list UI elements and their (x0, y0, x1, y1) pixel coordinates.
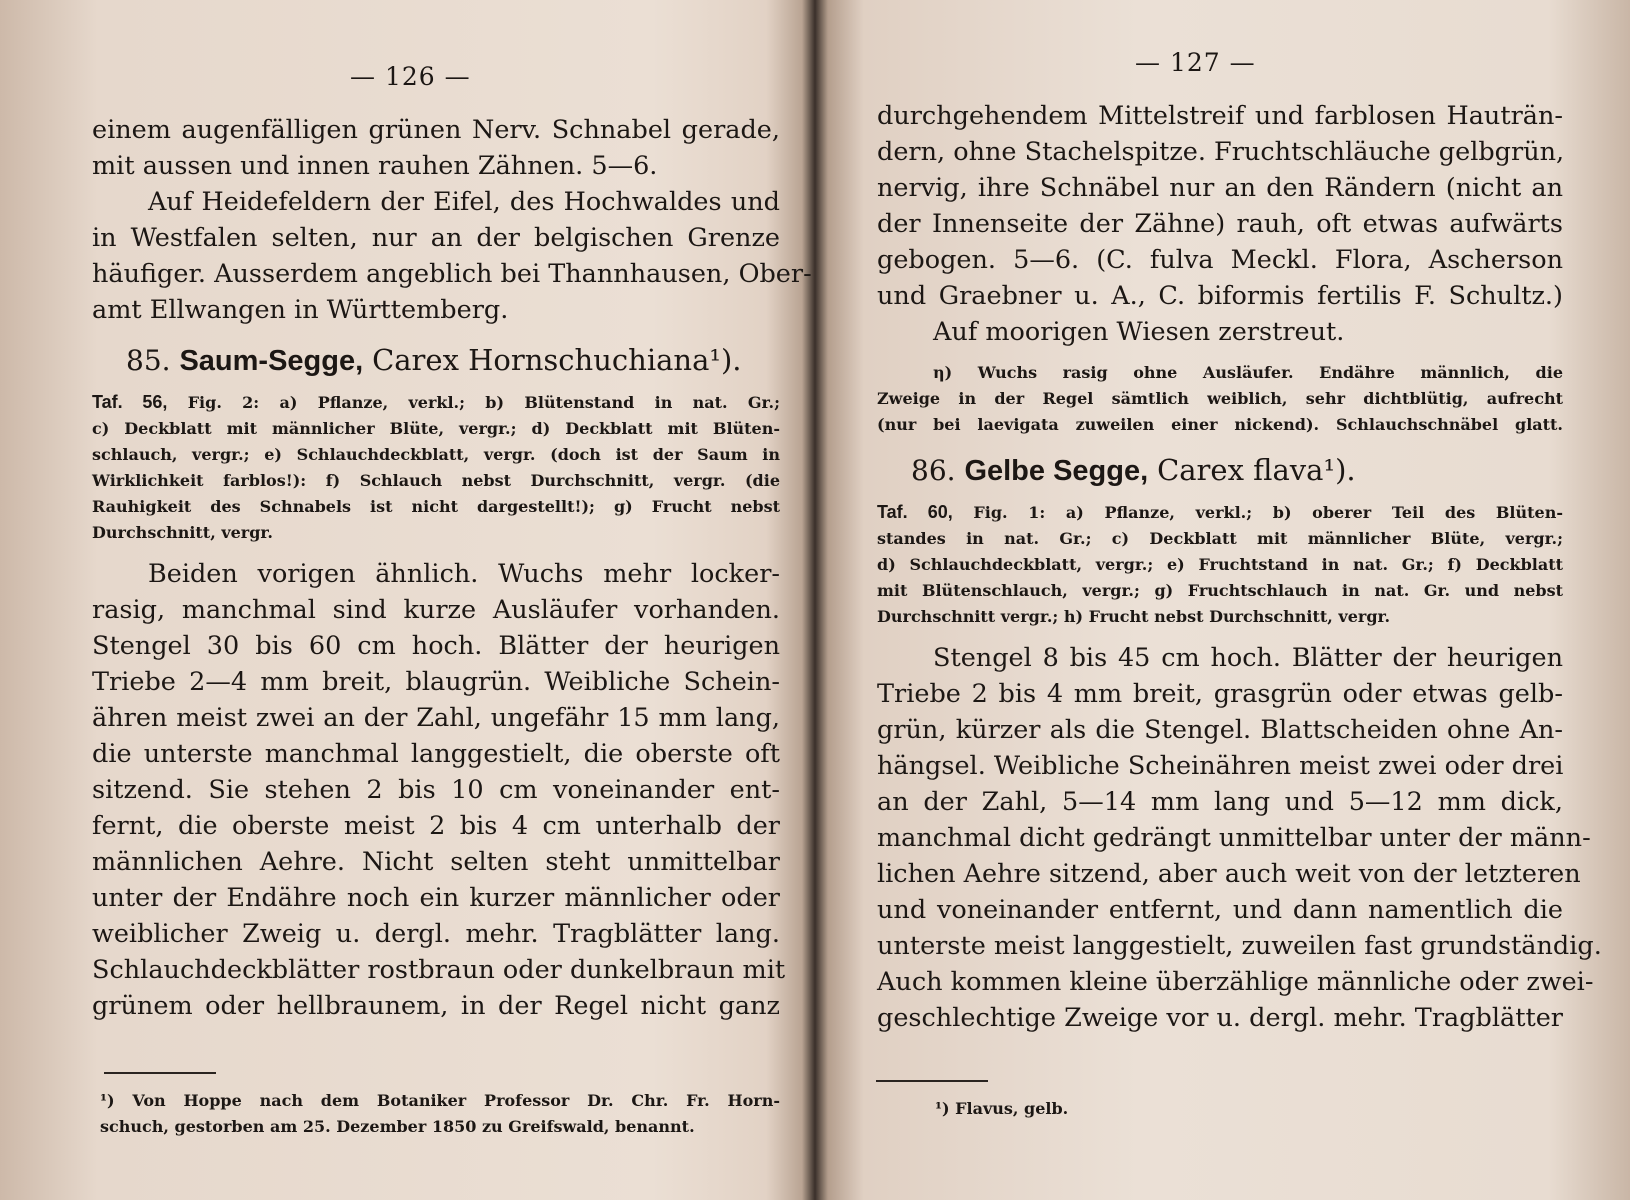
footnote-line: ¹) Von Hoppe nach dem Botaniker Professor Dr. Chr. Fr. Horn- (100, 1091, 780, 1110)
caption-line: c) Deckblatt mit männlicher Blüte, vergr.; d) Deckblatt mit Blüten- (92, 419, 780, 438)
text-line: häufiger. Ausserdem angeblich bei Thannhausen, Ober- (92, 259, 812, 289)
text-line: ähren meist zwei an der Zahl, ungefähr 15 mm lang, (92, 703, 780, 733)
variety-line: (nur bei laevigata zuweilen einer nickend). Schlauchschnäbel glatt. (877, 415, 1563, 434)
variety-note (877, 360, 1563, 438)
text-line: die unterste manchmal langgestielt, die oberste oft (92, 739, 780, 769)
caption-line: Durchschnitt vergr.; h) Frucht nebst Durchschnitt, vergr. (877, 607, 1391, 626)
text-line: männlichen Aehre. Nicht selten steht unmittelbar (92, 847, 780, 877)
text-line: unterste meist langgestielt, zuweilen fast grundständig. (877, 931, 1602, 961)
species-number: 86. (911, 454, 956, 487)
text-line: grün, kürzer als die Stengel. Blattscheiden ohne An- (877, 715, 1563, 745)
text-line: Auch kommen kleine überzählige männliche oder zwei- (877, 967, 1594, 997)
text-line: und Graebner u. A., C. biformis fertilis F. Schultz.) (877, 281, 1563, 311)
caption-line: schlauch, vergr.; e) Schlauchdeckblatt, vergr. (doch ist der Saum in (92, 445, 780, 464)
text-line: an der Zahl, 5—14 mm lang und 5—12 mm dick, (877, 787, 1563, 817)
footnote (100, 1088, 780, 1140)
footnote-rule (876, 1080, 988, 1082)
text-line: gebogen. 5—6. (C. fulva Meckl. Flora, Ascherson (877, 245, 1563, 275)
text-line: in Westfalen selten, nur an der belgischen Grenze (92, 223, 780, 253)
text-line: Triebe 2—4 mm breit, blaugrün. Weibliche Schein- (92, 667, 780, 697)
text-line: und voneinander entfernt, und dann namentlich die (877, 895, 1563, 925)
text-line: Stengel 30 bis 60 cm hoch. Blätter der heurigen (92, 631, 780, 661)
text-line: Stengel 8 bis 45 cm hoch. Blätter der heurigen (933, 643, 1563, 673)
caption-line: Wirklichkeit farblos!): f) Schlauch nebst Durchschnitt, vergr. (die (92, 471, 780, 490)
variety-line: Zweige in der Regel sämtlich weiblich, sehr dichtblütig, aufrecht (877, 389, 1563, 408)
text-line: amt Ellwangen in Württemberg. (92, 295, 509, 325)
caption-line: Taf. 56, Fig. 2: a) Pflanze, verkl.; b) Blütenstand in nat. Gr.; (92, 392, 780, 412)
footnote: ¹) Flavus, gelb. (935, 1099, 1069, 1118)
species-german-name: Gelbe Segge, (964, 455, 1149, 487)
caption-line: d) Schlauchdeckblatt, vergr.; e) Fruchtstand in nat. Gr.; f) Deckblatt (877, 555, 1563, 574)
variety-line: η) Wuchs rasig ohne Ausläufer. Endähre männlich, die (933, 363, 1563, 382)
page-number: — 126 — (350, 62, 471, 91)
species-latin-name: Carex Hornschuchiana¹). (372, 343, 742, 377)
caption-line: Rauhigkeit des Schnabels ist nicht dargestellt!); g) Frucht nebst (92, 497, 780, 516)
text-line: weiblicher Zweig u. dergl. mehr. Tragblätter lang. (92, 919, 780, 949)
text-line: fernt, die oberste meist 2 bis 4 cm unterhalb der (92, 811, 780, 841)
text-line: grünem oder hellbraunem, in der Regel nicht ganz (92, 991, 780, 1021)
habitat-line: Auf moorigen Wiesen zerstreut. (933, 317, 1345, 347)
text-line: manchmal dicht gedrängt unmittelbar unter der männ- (877, 823, 1591, 853)
right-page-text (877, 98, 1602, 1036)
page-number: — 127 — (1135, 48, 1256, 77)
text-line: durchgehendem Mittelstreif und farblosen Hauträn- (877, 101, 1563, 131)
caption-line: mit Blütenschlauch, vergr.; g) Fruchtschlauch in nat. Gr. und nebst (877, 581, 1563, 600)
species-heading (911, 450, 1563, 491)
species-number: 85. (126, 344, 171, 377)
species-heading (126, 340, 780, 381)
caption-line: Taf. 60, Fig. 1: a) Pflanze, verkl.; b) oberer Teil des Blüten- (877, 502, 1563, 522)
species-german-name: Saum-Segge, (179, 345, 364, 377)
text-line: Schlauchdeckblätter rostbraun oder dunkelbraun mit (92, 955, 786, 985)
text-line: rasig, manchmal sind kurze Ausläufer vorhanden. (92, 595, 780, 625)
caption-line: standes in nat. Gr.; c) Deckblatt mit männlicher Blüte, vergr.; (877, 529, 1563, 548)
right-page (815, 0, 1630, 1200)
footnote-line: schuch, gestorben am 25. Dezember 1850 zu Greifswald, benannt. (100, 1117, 695, 1136)
text-line: geschlechtige Zweige vor u. dergl. mehr. Tragblätter (877, 1003, 1563, 1033)
plate-caption (877, 499, 1563, 630)
text-line: sitzend. Sie stehen 2 bis 10 cm voneinander ent- (92, 775, 780, 805)
plate-reference: Taf. 60, (877, 502, 953, 522)
text-line: hängsel. Weibliche Scheinähren meist zwei oder drei (877, 751, 1564, 781)
plate-caption (92, 389, 780, 546)
text-line: Triebe 2 bis 4 mm breit, grasgrün oder etwas gelb- (877, 679, 1563, 709)
caption-line: Durchschnitt, vergr. (92, 523, 273, 542)
text-line: lichen Aehre sitzend, aber auch weit von der letzteren (877, 859, 1581, 889)
text-line: einem augenfälligen grünen Nerv. Schnabel gerade, (92, 115, 780, 145)
text-line: unter der Endähre noch ein kurzer männlicher oder (92, 883, 780, 913)
text-line: nervig, ihre Schnäbel nur an den Rändern (nicht an (877, 173, 1563, 203)
text-line: mit aussen und innen rauhen Zähnen. 5—6. (92, 151, 658, 181)
text-line: dern, ohne Stachelspitze. Fruchtschläuche gelbgrün, (877, 137, 1565, 167)
plate-reference: Taf. 56, (92, 392, 168, 412)
text-line: Beiden vorigen ähnlich. Wuchs mehr locker- (148, 559, 780, 589)
species-latin-name: Carex flava¹). (1157, 453, 1356, 487)
left-page-text (92, 112, 812, 1024)
footnote-rule (104, 1072, 216, 1074)
text-line: der Innenseite der Zähne) rauh, oft etwas aufwärts (877, 209, 1563, 239)
text-line: Auf Heidefeldern der Eifel, des Hochwaldes und (148, 187, 780, 217)
